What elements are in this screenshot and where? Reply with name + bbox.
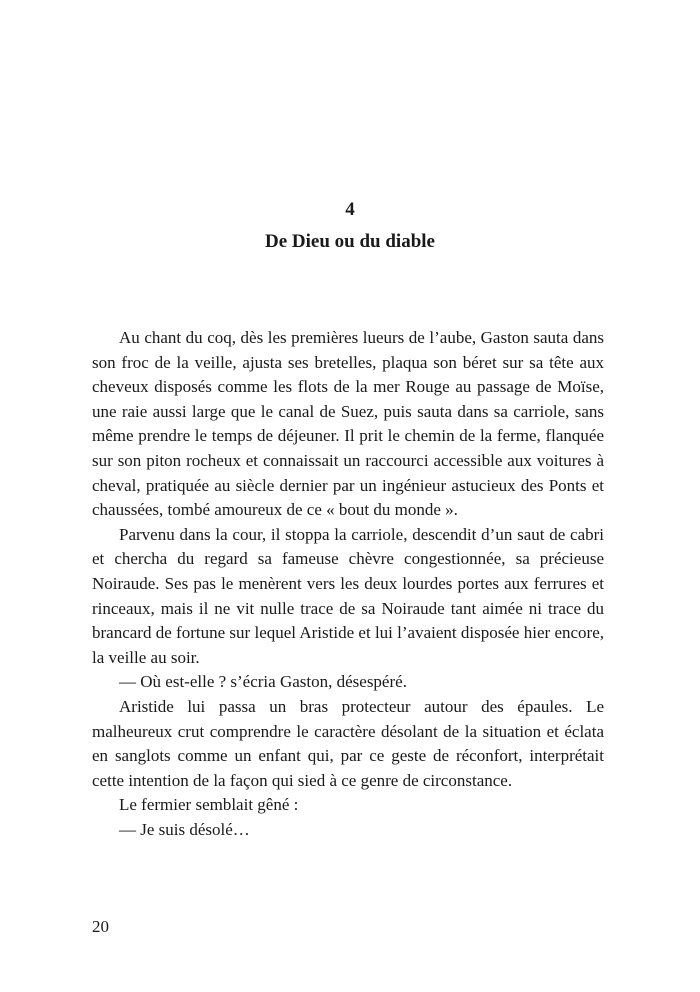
paragraph: Au chant du coq, dès les premières lueurs de l’aube, Gaston sauta dans son froc de la veille, ajusta ses bretelles, plaqua son béret sur sa tête aux cheveux disposés comme les flots de la mer Rouge au passage de Moïse, une raie aussi large que le canal de Suez, puis sauta dans sa carriole, sans même prendre le temps de déjeuner. Il prit le chemin de la ferme, flanquée sur son piton rocheux et connaissait un raccourci accessible aux voitures à cheval, pratiquée au siècle dernier par un ingénieur astucieux des Ponts et chaussées, tombé amoureux de ce « bout du monde ».	[92, 328, 604, 520]
paragraph: Le fermier semblait gêné :	[119, 795, 299, 815]
body-text	[92, 326, 604, 842]
page-number: 20	[92, 917, 109, 936]
chapter-number: 4	[345, 199, 355, 220]
chapter-title: De Dieu ou du diable	[265, 231, 435, 252]
dialogue-line: — Où est-elle ? s’écria Gaston, désespéré.	[119, 672, 407, 692]
paragraph: Parvenu dans la cour, il stoppa la carriole, descendit d’un saut de cabri et chercha du regard sa fameuse chèvre congestionnée, sa précieuse Noiraude. Ses pas le menèrent vers les deux lourdes portes aux ferrures et rinceaux, mais il ne vit nulle trace de sa Noiraude tant aimée ni trace du brancard de fortune sur lequel Aristide et lui l’avaient disposée hier encore, la veille au soir.	[92, 524, 604, 667]
dialogue-line: — Je suis désolé…	[119, 819, 250, 839]
paragraph: Aristide lui passa un bras protecteur autour des épaules. Le malheureux crut comprendre le caractère désolant de la situation et éclata en sanglots comme un enfant qui, par ce geste de réconfort, interprétait cette intention de la façon qui sied à ce genre de circonstance.	[92, 696, 604, 790]
